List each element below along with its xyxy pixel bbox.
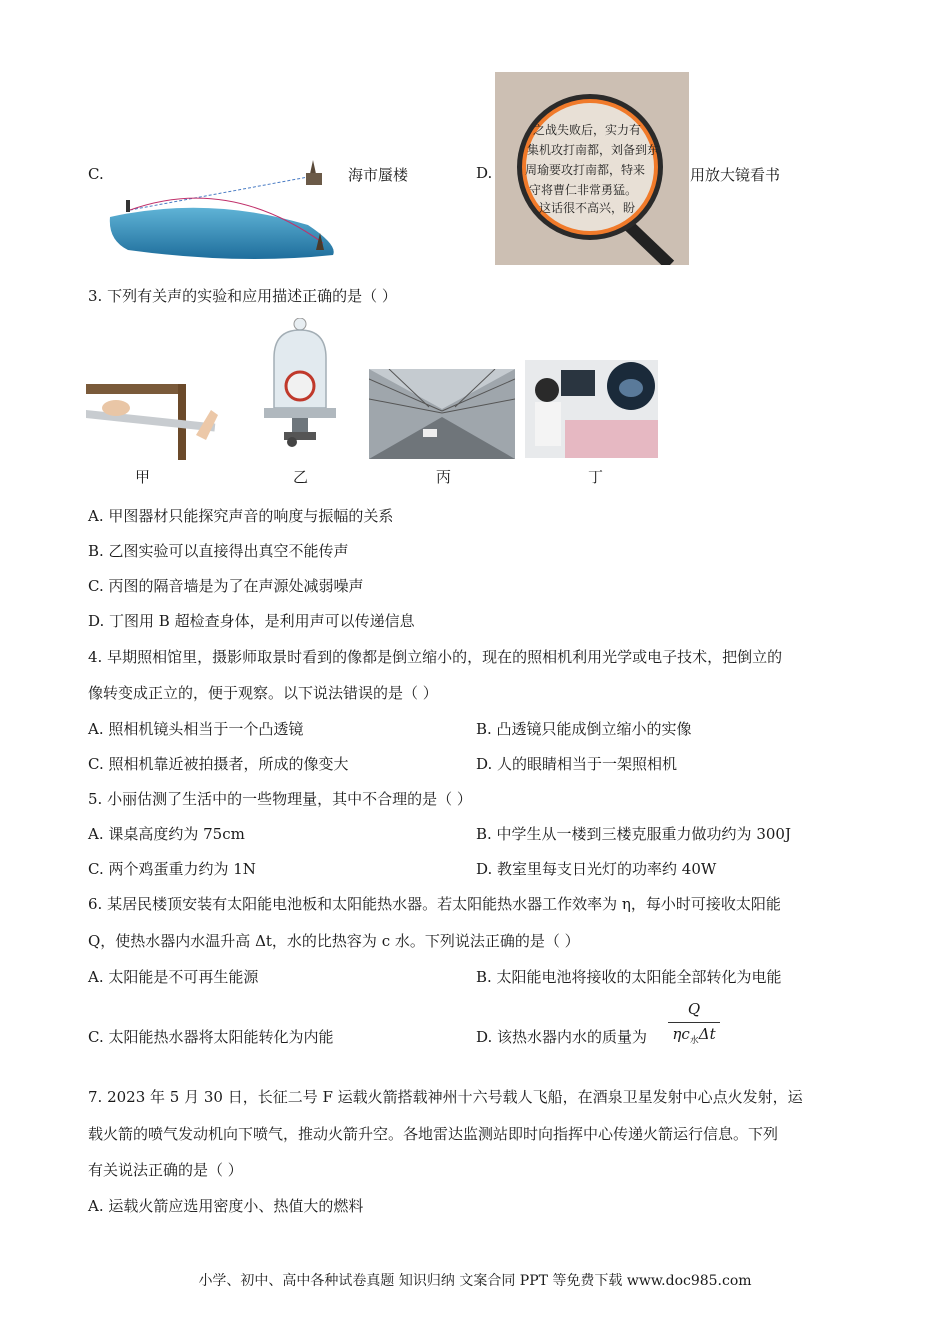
ruler-table-image xyxy=(86,380,228,460)
option-d-label: D. xyxy=(476,164,493,182)
q5-option-b: B. 中学生从一楼到三楼克服重力做功约为 300J xyxy=(476,825,791,843)
q4-option-c: C. 照相机靠近被拍摄者，所成的像变大 xyxy=(88,755,349,773)
q6-option-d: D. 该热水器内水的质量为 xyxy=(476,1028,648,1046)
q6-mass-formula: Q $\eta c_水\Delta t$ xyxy=(664,1000,724,1046)
q5-option-d: D. 教室里每支日光灯的功率约 40W xyxy=(476,860,717,878)
option-c-caption: 海市蜃楼 xyxy=(348,166,409,184)
q3-caption-ding: 丁 xyxy=(588,468,604,486)
q4-option-b: B. 凸透镜只能成倒立缩小的实像 xyxy=(476,720,692,738)
option-c-label: C. xyxy=(88,165,104,183)
q7-option-a: A. 运载火箭应选用密度小、热值大的燃料 xyxy=(88,1197,364,1215)
q6-option-a: A. 太阳能是不可再生能源 xyxy=(88,968,259,986)
q3-option-c: C. 丙图的隔音墙是为了在声源处减弱噪声 xyxy=(88,577,364,595)
q7-stem-line1: 7. 2023 年 5 月 30 日，长征二号 F 运载火箭搭载神州十六号载人飞船，在酒泉卫星发射中心点火发射，运 xyxy=(88,1088,803,1106)
q6-option-b: B. 太阳能电池将接收的太阳能全部转化为电能 xyxy=(476,968,782,986)
q7-stem-line3: 有关说法正确的是（ ） xyxy=(88,1161,243,1179)
q5-option-a: A. 课桌高度约为 75cm xyxy=(88,825,245,843)
svg-text:守将曹仁非常勇猛。: 守将曹仁非常勇猛。 xyxy=(529,183,638,197)
q6-option-c: C. 太阳能热水器将太阳能转化为内能 xyxy=(88,1028,334,1046)
q4-option-d: D. 人的眼睛相当于一架照相机 xyxy=(476,755,678,773)
q5-stem: 5. 小丽估测了生活中的一些物理量，其中不合理的是（ ） xyxy=(88,790,472,808)
option-d-caption: 用放大镜看书 xyxy=(690,166,781,184)
bell-jar-image xyxy=(262,318,338,453)
q5-option-c: C. 两个鸡蛋重力约为 1N xyxy=(88,860,256,878)
q6-stem-line2: Q，使热水器内水温升高 Δt，水的比热容为 c 水。下列说法正确的是（ ） xyxy=(88,932,580,950)
svg-text:这话很不高兴，盼: 这话很不高兴，盼 xyxy=(539,201,636,215)
svg-text:周瑜要攻打南都，特来: 周瑜要攻打南都，特来 xyxy=(525,163,646,177)
q3-caption-bing: 丙 xyxy=(436,468,452,486)
q3-option-d: D. 丁图用 B 超检查身体，是利用声可以传递信息 xyxy=(88,612,415,630)
q6-stem-line1: 6. 某居民楼顶安装有太阳能电池板和太阳能热水器。若太阳能热水器工作效率为 η，每小时可接收太阳能 xyxy=(88,895,781,913)
q4-stem-line2: 像转变成正立的，便于观察。以下说法错误的是（ ） xyxy=(88,684,438,702)
q3-option-a: A. 甲图器材只能探究声音的响度与振幅的关系 xyxy=(88,507,394,525)
page-footer: 小学、初中、高中各种试卷真题 知识归纳 文案合同 PPT 等免费下载 www.doc985.com xyxy=(198,1273,752,1289)
sound-barrier-image xyxy=(369,369,515,459)
q3-caption-yi: 乙 xyxy=(293,468,309,486)
q3-stem: 3. 下列有关声的实验和应用描述正确的是（ ） xyxy=(88,287,397,305)
svg-text:集机攻打南都，刘备到东: 集机攻打南都，刘备到东 xyxy=(527,143,660,157)
ultrasound-image xyxy=(525,360,658,458)
q4-stem-line1: 4. 早期照相馆里，摄影师取景时看到的像都是倒立缩小的，现在的照相机利用光学或电子技术，把倒立的 xyxy=(88,648,783,666)
svg-text:之战失败后，实力有: 之战失败后，实力有 xyxy=(533,123,642,137)
q7-stem-line2: 载火箭的喷气发动机向下喷气，推动火箭升空。各地雷达监测站即时向指挥中心传递火箭运行信息。下列 xyxy=(88,1125,779,1143)
magnifier-image xyxy=(495,72,689,265)
q3-option-b: B. 乙图实验可以直接得出真空不能传声 xyxy=(88,542,349,560)
q4-option-a: A. 照相机镜头相当于一个凸透镜 xyxy=(88,720,304,738)
mirage-image xyxy=(108,155,342,265)
q3-caption-jia: 甲 xyxy=(135,468,151,486)
